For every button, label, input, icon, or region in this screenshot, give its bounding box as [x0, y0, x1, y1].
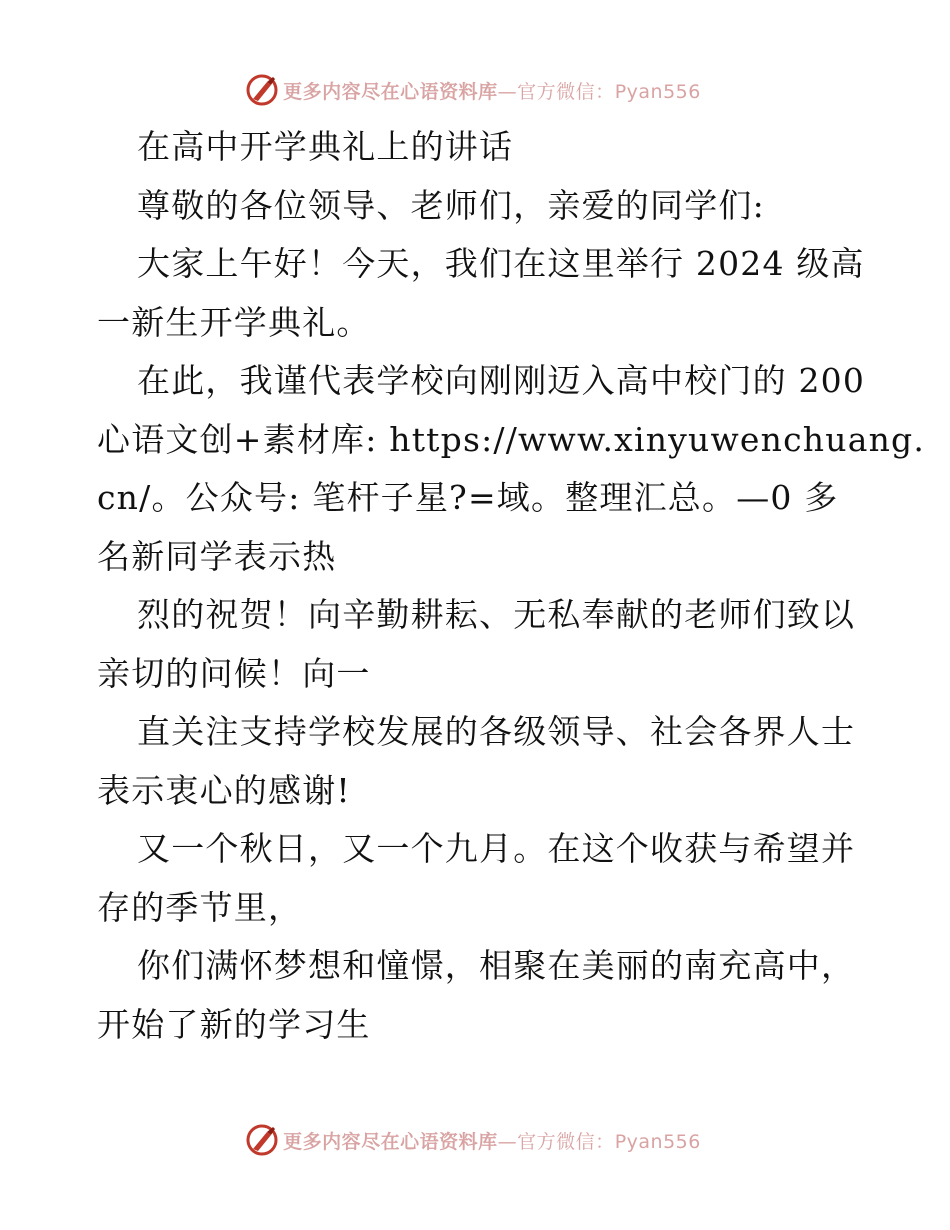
banner-wechat-label: 官方微信： — [517, 1130, 615, 1153]
salutation: 尊敬的各位领导、老师们，亲爱的同学们: — [137, 185, 765, 225]
banner-main-text: 更多内容尽在心语资料库 — [283, 1130, 498, 1153]
footer-banner-content — [245, 1123, 701, 1157]
header-banner-content — [245, 73, 701, 107]
quill-pen-logo-icon — [245, 1123, 279, 1157]
banner-dash: — — [497, 80, 518, 103]
text-line: 烈的祝贺！向辛勤耕耘、无私奉献的老师们致以 — [137, 595, 856, 634]
text-line: cn/。公众号: 笔杆子星?=域。整理汇总。—0 多 — [97, 478, 839, 517]
text-line: 名新同学表示热 — [97, 536, 337, 576]
banner-wechat-handle: Pyan556 — [614, 1130, 701, 1153]
banner-wechat-handle: Pyan556 — [614, 80, 701, 103]
text-line: 表示衷心的感谢! — [97, 770, 351, 810]
text-line: 开始了新的学习生 — [97, 1004, 371, 1044]
quill-pen-logo-icon — [245, 73, 279, 107]
header-banner — [0, 70, 950, 110]
text-line: 心语文创+素材库: https://www.xinyuwenchuang. — [97, 419, 926, 459]
footer-banner — [0, 1120, 950, 1160]
text-line: 亲切的问候！向一 — [97, 653, 371, 693]
text-line: 存的季节里， — [97, 887, 303, 927]
document-title: 在高中开学典礼上的讲话 — [137, 127, 514, 166]
text-line: 在此，我谨代表学校向刚刚迈入高中校门的 200 — [137, 361, 866, 400]
document-body — [97, 118, 926, 1054]
text-line: 又一个秋日，又一个九月。在这个收获与希望并 — [137, 829, 856, 868]
text-line: 大家上午好！今天，我们在这里举行 2024 级高 — [137, 244, 865, 283]
footer-banner-text — [283, 1127, 701, 1154]
text-line: 直关注支持学校发展的各级领导、社会各界人士 — [137, 712, 856, 751]
text-line: 一新生开学典礼。 — [97, 302, 371, 342]
text-line: 你们满怀梦想和憧憬，相聚在美丽的南充高中， — [137, 946, 856, 985]
banner-main-text: 更多内容尽在心语资料库 — [283, 80, 498, 103]
banner-dash: — — [497, 1130, 518, 1153]
banner-wechat-label: 官方微信： — [517, 80, 615, 103]
header-banner-text — [283, 77, 701, 104]
